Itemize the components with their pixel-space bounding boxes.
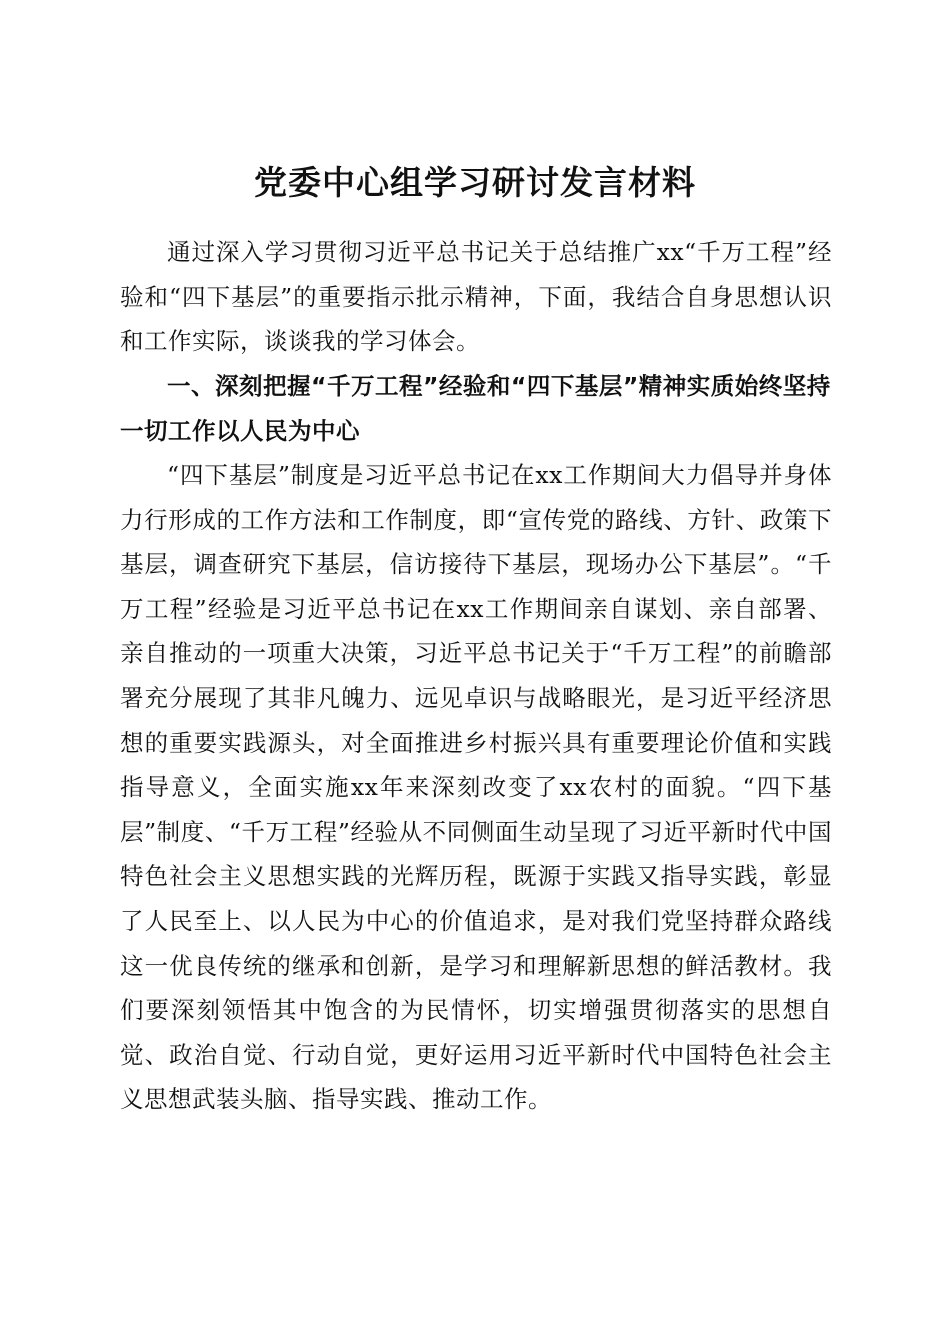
section-1-paragraph: “四下基层”制度是习近平总书记在xx工作期间大力倡导并身体力行形成的工作方法和工作制度，即“宣传党的路线、方针、政策下基层，调查研究下基层，信访接待下基层，现场办公下基层”。“千万工程”经验是习近平总书记在xx工作期间亲自谋划、亲自部署、亲自推动的一项重大决策，习近平总书记关于“千万工程”的前瞻部署充分展现了其非凡魄力、远见卓识与战略眼光，是习近平经济思想的重要实践源头，对全面推进乡村振兴具有重要理论价值和实践指导意义，全面实施xx年来深刻改变了xx农村的面貌。“四下基层”制度、“千万工程”经验从不同侧面生动呈现了习近平新时代中国特色社会主义思想实践的光辉历程，既源于实践又指导实践，彰显了人民至上、以人民为中心的价值追求，是对我们党坚持群众路线这一优良传统的继承和创新，是学习和理解新思想的鲜活教材。我们要深刻领悟其中饱含的为民情怀，切实增强贯彻落实的思想自觉、政治自觉、行动自觉，更好运用习近平新时代中国特色社会主义思想武装头脑、指导实践、推动工作。 [120,461,832,1114]
section-heading-1: 一、深刻把握“千万工程”经验和“四下基层”精神实质始终坚持一切工作以人民为中心 [120,372,831,445]
document-title: 党委中心组学习研讨发言材料 [254,163,696,203]
intro-paragraph: 通过深入学习贯彻习近平总书记关于总结推广xx“千万工程”经验和“四下基层”的重要指示批示精神，下面，我结合自身思想认识和工作实际，谈谈我的学习体会。 [120,238,832,356]
